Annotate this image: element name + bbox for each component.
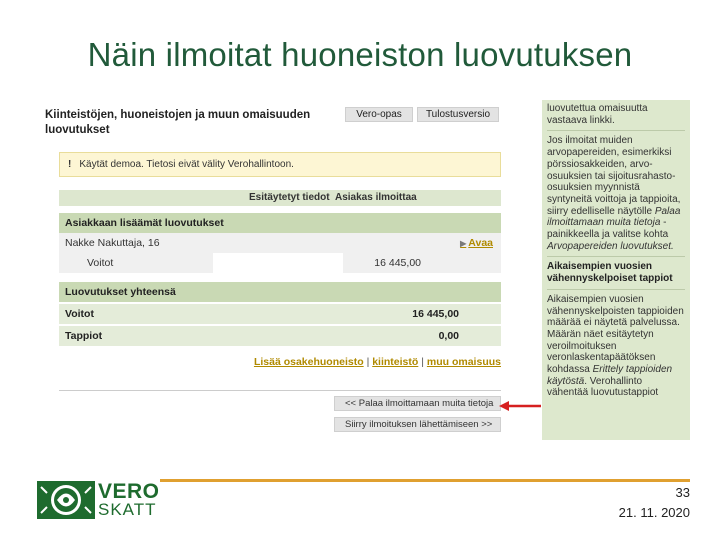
divider (59, 390, 501, 391)
prefilled-cell (213, 253, 343, 273)
total-loss-label: Tappiot (65, 330, 103, 342)
divider (547, 289, 685, 290)
help-text: luovutettua omaisuutta vastaava linkki. (547, 103, 648, 126)
item-label: Nakke Nakuttaja, 16 (65, 237, 160, 249)
help-text: Aikaisempien vuosien vähennyskelpoisten tappioiden määrää ei näytetä palvelussa. Määrän näet esitäytetyn veroilmoituksen veronlaskentapäätöksen kohdassa Erittely tappioiden käytöstä. Verohallinto vähentää luovutustappiot (547, 293, 684, 399)
print-version-button[interactable]: Tulostusversio (417, 107, 499, 122)
gain-value: 16 445,00 (374, 257, 421, 269)
divider (547, 130, 685, 131)
col-prefilled: Esitäytetyt tiedot (249, 192, 330, 203)
vero-emblem-icon (37, 481, 95, 519)
table-row (59, 233, 501, 253)
open-link[interactable]: ▶ Avaa (460, 237, 493, 249)
total-gain-value: 16 445,00 (412, 308, 459, 320)
help-sidebar (542, 100, 690, 440)
notice-text: Käytät demoa. Tietosi eivät välity Verohallintoon. (79, 159, 294, 170)
help-text: Jos ilmoitat muiden arvopapereiden, esimerkiksi pörssiosakkeiden, arvo-osuuksien tai sijoitusrahasto-osuuksien myynnistä syntyneitä voittoja ja tappioita, siirry edelliselle näytölle Palaa ilmoittamaan muita tietoja -painikkeella ja valitse kohta Arvopapereiden luovutukset. (547, 135, 681, 252)
divider (547, 256, 685, 257)
warning-icon: ! (68, 159, 72, 170)
link-separator: | (366, 356, 370, 368)
triangle-right-icon: ▶ (460, 239, 467, 248)
add-other-link[interactable]: muu omaisuus (426, 356, 501, 368)
column-headers (59, 190, 501, 206)
customer-section-title: Asiakkaan lisäämät luovutukset (59, 213, 501, 233)
totals-section-title: Luovutukset yhteensä (59, 282, 501, 302)
total-loss-value: 0,00 (438, 330, 459, 342)
col-customer: Asiakas ilmoittaa (335, 192, 417, 203)
total-gain-label: Voitot (65, 308, 94, 320)
demo-notice (59, 152, 501, 177)
table-row (59, 326, 501, 346)
logo-text-skatt: SKATT (98, 500, 157, 519)
slide-title: Näin ilmoitat huoneiston luovutuksen (87, 36, 633, 73)
vero-opas-button[interactable]: Vero-opas (345, 107, 413, 122)
help-heading: Aikaisempien vuosien vähennyskelpoiset tappiot (547, 261, 673, 285)
vero-logo (37, 480, 160, 519)
logo-text-vero: VERO (98, 480, 160, 503)
page-heading: Kiinteistöjen, huoneistojen ja muun omaisuuden luovutukset (45, 109, 311, 136)
main-panel (37, 100, 507, 440)
embedded-screenshot (37, 100, 690, 440)
add-property-link[interactable]: kiinteistö (372, 356, 419, 368)
gain-label: Voitot (87, 257, 114, 269)
table-row (59, 253, 501, 273)
add-apartment-link[interactable]: Lisää osakehuoneisto (253, 356, 364, 368)
red-arrow-icon (499, 400, 543, 412)
slide-date: 21. 11. 2020 (618, 505, 690, 520)
table-row (59, 304, 501, 324)
proceed-button[interactable]: Siirry ilmoituksen lähettämiseen >> (334, 417, 501, 432)
footer-line (160, 479, 690, 482)
back-button[interactable]: << Palaa ilmoittamaan muita tietoja (334, 396, 501, 411)
page-number: 33 (675, 485, 690, 500)
add-links (59, 352, 501, 372)
link-separator: | (421, 356, 424, 368)
